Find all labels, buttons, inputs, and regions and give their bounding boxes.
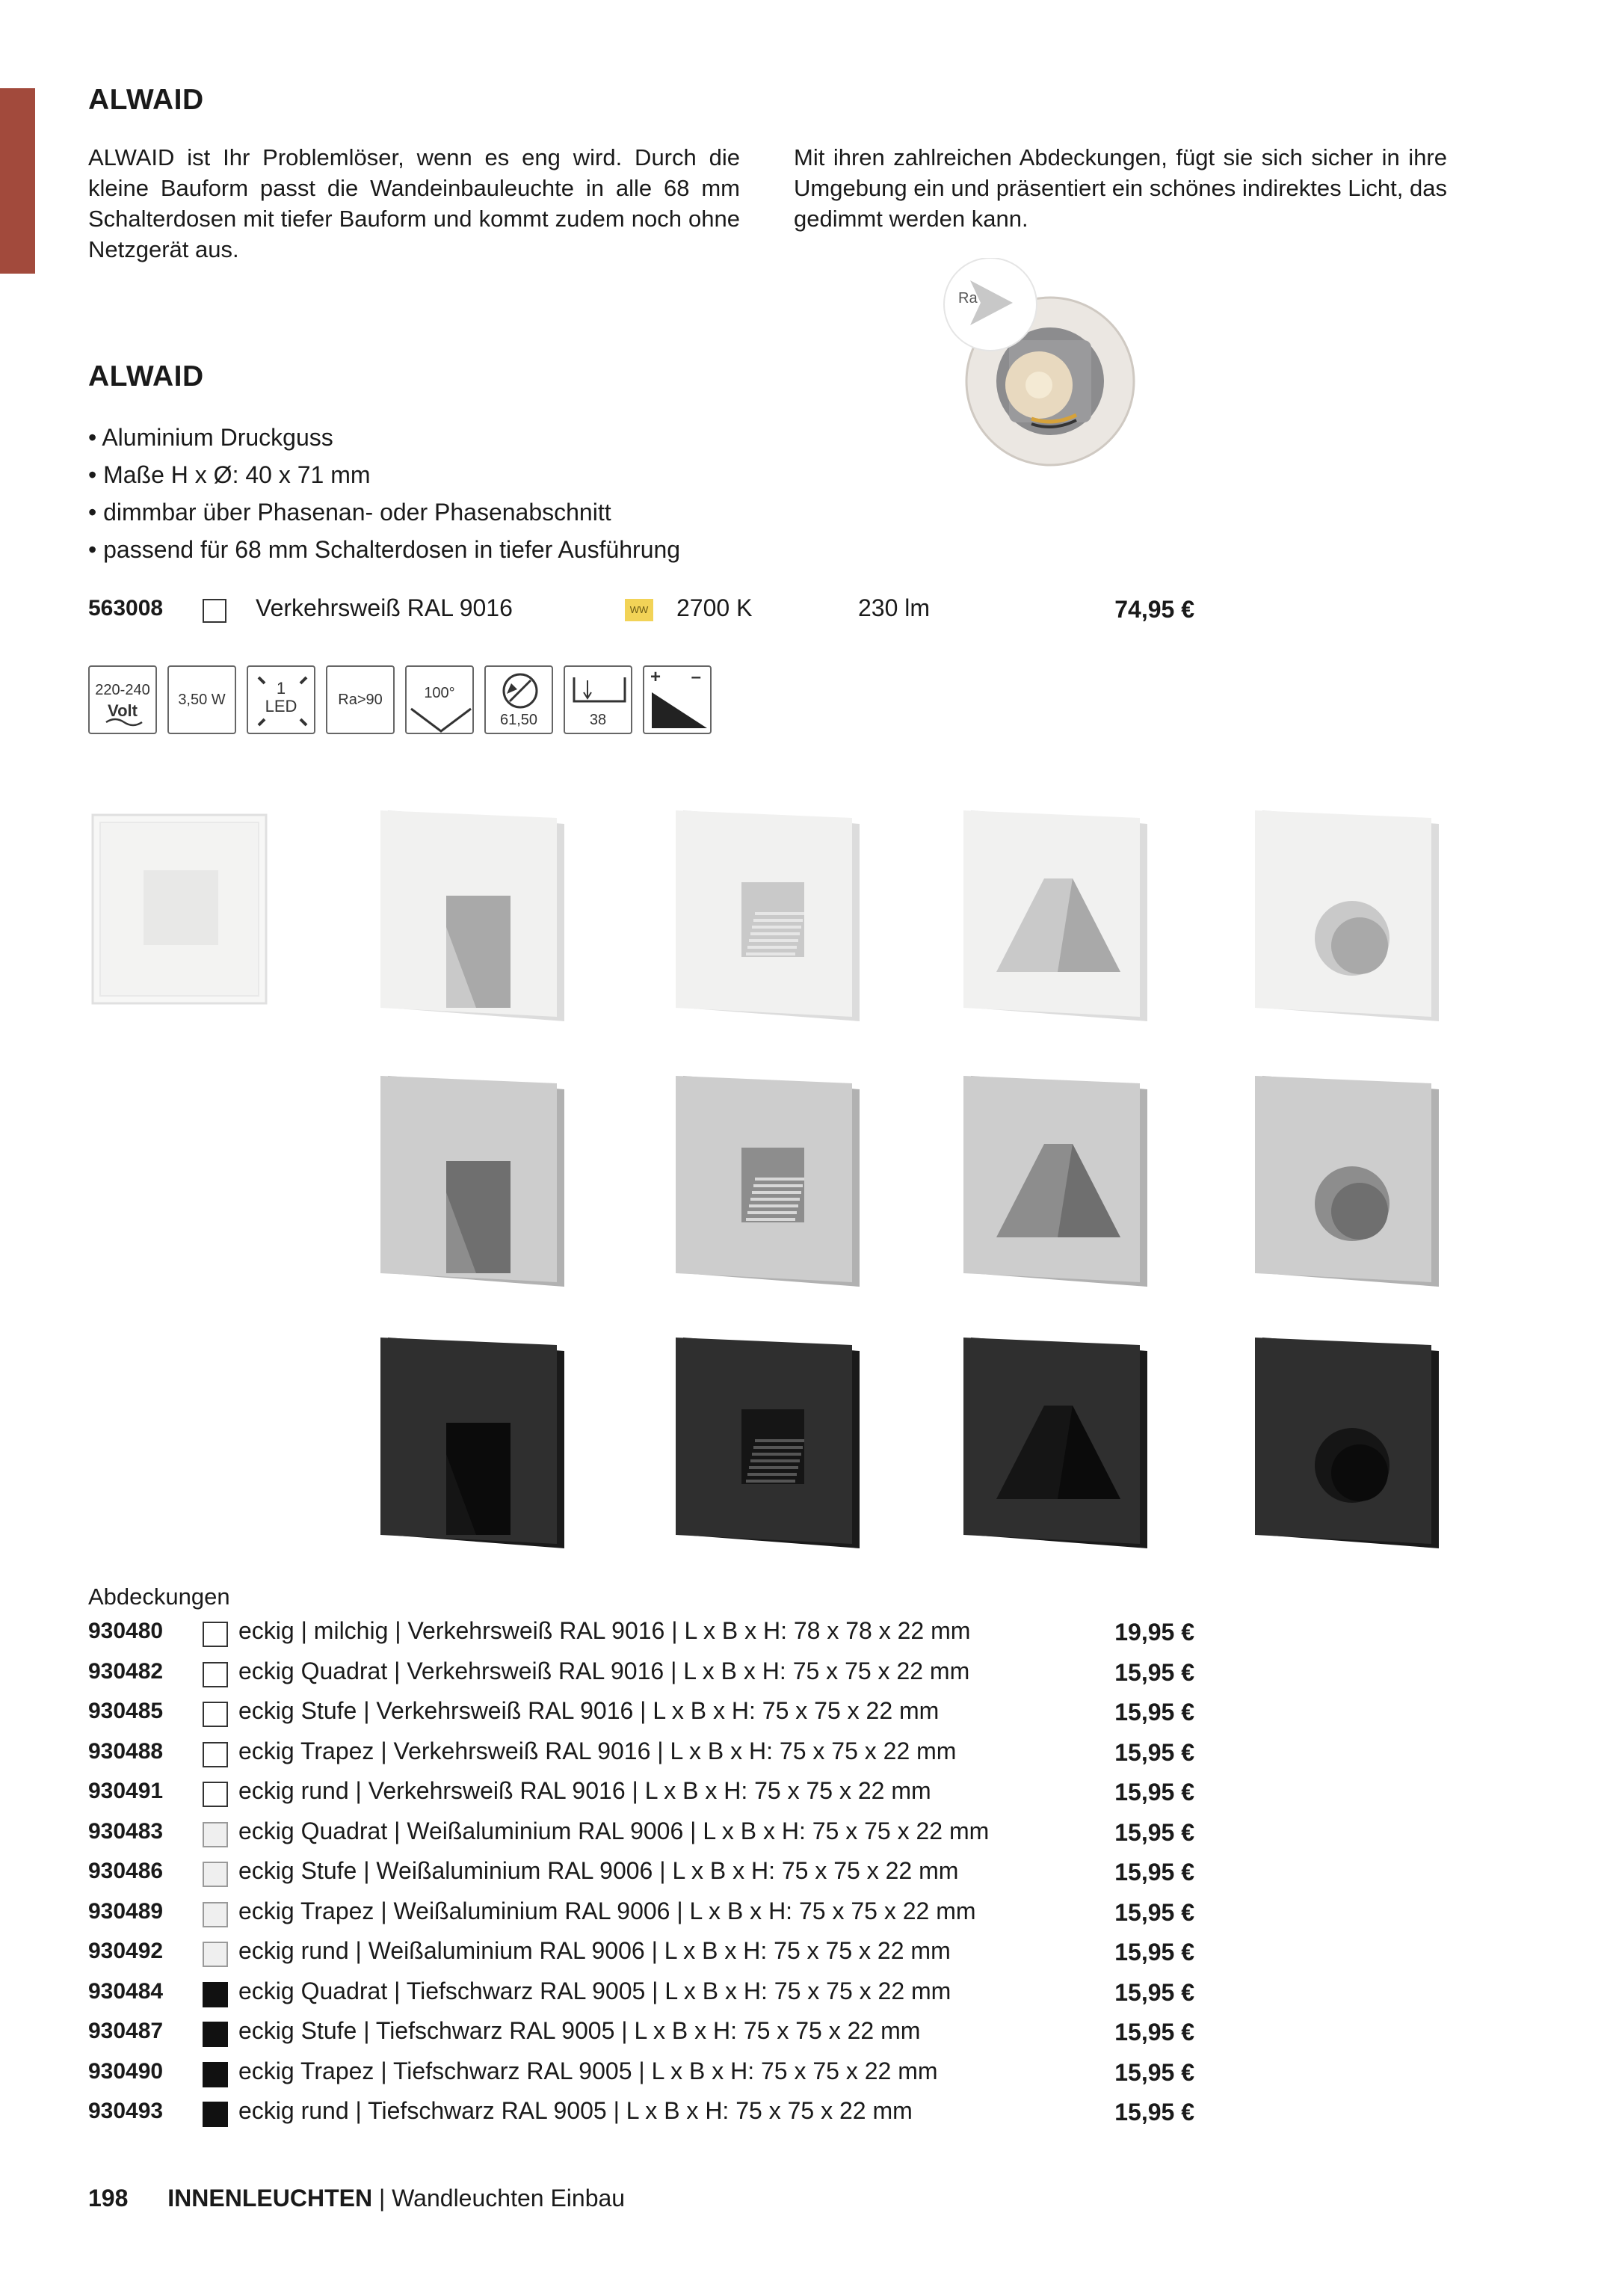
dim-plus: +: [650, 667, 661, 687]
beam-angle-icon: [405, 665, 474, 734]
accessory-price: 15,95 €: [1114, 1898, 1194, 1926]
power-icon: [167, 665, 236, 734]
color-rendering-value: Ra>90: [338, 692, 383, 708]
accessory-swatch: [203, 1742, 228, 1767]
section-accent-bar: [0, 88, 35, 274]
accessory-article: 930483: [88, 1818, 164, 1844]
warm-white-badge: WW: [625, 599, 653, 621]
accessory-description: eckig rund | Tiefschwarz RAL 9005 | L x B x H: 75 x 75 x 22 mm: [238, 2097, 913, 2124]
accessory-row: [88, 1898, 1209, 1932]
color-name: Verkehrsweiß RAL 9016: [256, 594, 513, 621]
accessory-description: eckig rund | Weißaluminium RAL 9006 | L x B x H: 75 x 75 x 22 mm: [238, 1937, 951, 1964]
accessory-description: eckig Trapez | Verkehrsweiß RAL 9016 | L x B x H: 75 x 75 x 22 mm: [238, 1737, 957, 1764]
cover-tile-silver-quadrat: [377, 1073, 564, 1290]
accessory-row: [88, 1857, 1209, 1892]
install-depth-value: 38: [589, 712, 607, 728]
accessory-price: 15,95 €: [1114, 1779, 1194, 1806]
accessory-swatch: [203, 2062, 228, 2087]
cover-tile-black-trapez: [960, 1335, 1147, 1551]
accessory-description: eckig Stufe | Tiefschwarz RAL 9005 | L x B x H: 75 x 75 x 22 mm: [238, 2017, 921, 2044]
feature-list: [88, 419, 680, 568]
accessory-swatch: [203, 2022, 228, 2047]
accessory-price: 15,95 €: [1114, 1859, 1194, 1886]
accessory-row: [88, 1777, 1209, 1812]
accessory-description: eckig rund | Verkehrsweiß RAL 9016 | L x B x H: 75 x 75 x 22 mm: [238, 1777, 931, 1804]
voltage-unit: Volt: [108, 701, 138, 720]
footer-section: INNENLEUCHTEN: [167, 2185, 373, 2212]
accessory-article: 930486: [88, 1859, 164, 1883]
accessory-row: [88, 1658, 1209, 1692]
accessory-swatch: [203, 2102, 228, 2127]
accessory-row: [88, 1818, 1209, 1852]
accessory-article: 930492: [88, 1939, 164, 1963]
accessory-row: [88, 1978, 1209, 2012]
accessory-article: 930491: [88, 1779, 164, 1803]
article-number: 563008: [88, 596, 164, 621]
accessory-article: 930488: [88, 1738, 164, 1764]
accessory-price: 15,95 €: [1114, 2099, 1194, 2126]
accessory-row: [88, 1697, 1209, 1732]
accessory-price: 15,95 €: [1114, 1738, 1194, 1766]
cover-tile-white-stufe: [673, 807, 860, 1024]
accessory-price: 15,95 €: [1114, 1939, 1194, 1966]
accessory-swatch: [203, 1662, 228, 1687]
accessory-article: 930489: [88, 1898, 164, 1924]
accessory-description: eckig Quadrat | Verkehrsweiß RAL 9016 | L x B x H: 75 x 75 x 22 mm: [238, 1657, 970, 1684]
intro-text-left: ALWAID ist Ihr Problemlöser, wenn es eng wird. Durch die kleine Bauform passt die Wandeinbauleuchte in alle 68 mm Schalterdosen mit tiefer Bauform und kommt zudem noch ohne Netzgerät aus.: [88, 144, 740, 262]
cover-tile-silver-rund: [1252, 1073, 1439, 1290]
accessory-article: 930480: [88, 1619, 164, 1643]
color-temperature: 2700 K: [676, 594, 753, 621]
accessory-article: 930484: [88, 1978, 164, 2004]
feature-item: • passend für 68 mm Schalterdosen in tiefer Ausführung: [88, 536, 681, 563]
cover-tile-silver-stufe: [673, 1073, 860, 1290]
luminous-flux: 230 lm: [858, 594, 931, 621]
dimmable-icon: [643, 665, 712, 734]
accessory-swatch: [203, 1942, 228, 1967]
cover-tile-white-quadrat: [377, 807, 564, 1024]
accessory-article: 930482: [88, 1658, 164, 1684]
cover-tile-black-stufe: [673, 1335, 860, 1551]
accessory-description: eckig Quadrat | Tiefschwarz RAL 9005 | L x B x H: 75 x 75 x 22 mm: [238, 1977, 951, 2004]
product-row: [88, 594, 1209, 629]
ra-badge-text: Ra: [958, 290, 978, 307]
led-count-icon: [247, 665, 315, 734]
accessory-row: [88, 2058, 1209, 2092]
product-photo: [919, 258, 1144, 482]
footer-subsection: | Wandleuchten Einbau: [378, 2185, 626, 2212]
install-depth-icon: [564, 665, 632, 734]
accessory-swatch: [203, 1702, 228, 1727]
section-title: ALWAID: [88, 84, 204, 116]
accessory-description: eckig Quadrat | Weißaluminium RAL 9006 | L x B x H: 75 x 75 x 22 mm: [238, 1817, 990, 1844]
accessory-row: [88, 1937, 1209, 1972]
accessory-description: eckig Stufe | Verkehrsweiß RAL 9016 | L x B x H: 75 x 75 x 22 mm: [238, 1697, 940, 1724]
feature-item: • dimmbar über Phasenan- oder Phasenabschnitt: [88, 499, 611, 526]
cutout-diameter-icon: [484, 665, 553, 734]
led-count-value: 1: [276, 679, 286, 698]
color-rendering-icon: [326, 665, 395, 734]
accessory-price: 19,95 €: [1114, 1619, 1194, 1646]
accessory-swatch: [203, 1782, 228, 1807]
cover-tile-black-quadrat: [377, 1335, 564, 1551]
color-swatch: [203, 599, 226, 623]
intro-text-right: Mit ihren zahlreichen Abdeckungen, fügt sie sich sicher in ihre Umgebung ein und präsentiert ein schönes indirektes Licht, das gedimmt werden kann.: [794, 144, 1447, 232]
voltage-icon: [88, 665, 157, 734]
accessory-price: 15,95 €: [1114, 1818, 1194, 1846]
beam-angle-value: 100°: [424, 685, 455, 701]
accessory-description: eckig Trapez | Tiefschwarz RAL 9005 | L x B x H: 75 x 75 x 22 mm: [238, 2057, 938, 2084]
accessory-price: 15,95 €: [1114, 2019, 1194, 2046]
cutout-diameter-value: 61,50: [499, 712, 538, 728]
accessory-swatch: [203, 1822, 228, 1847]
feature-item: • Maße H x Ø: 40 x 71 mm: [88, 461, 371, 488]
accessory-row: [88, 1738, 1209, 1772]
cover-tile-white-rund: [1252, 807, 1439, 1024]
feature-item: • Aluminium Druckguss: [88, 424, 333, 451]
accessory-article: 930487: [88, 2019, 164, 2043]
accessory-description: eckig | milchig | Verkehrsweiß RAL 9016 | L x B x H: 78 x 78 x 22 mm: [238, 1617, 971, 1644]
accessory-row: [88, 2017, 1209, 2052]
cover-tile-white-milchig: [90, 807, 277, 1024]
accessory-description: eckig Trapez | Weißaluminium RAL 9006 | L x B x H: 75 x 75 x 22 mm: [238, 1897, 976, 1924]
product-title: ALWAID: [88, 360, 204, 393]
cover-tile-white-trapez: [960, 807, 1147, 1024]
accessory-price: 15,95 €: [1114, 2058, 1194, 2086]
accessory-swatch: [203, 1862, 228, 1887]
accessory-article: 930490: [88, 2058, 164, 2084]
page-footer: [88, 2185, 625, 2212]
accessory-article: 930493: [88, 2099, 164, 2123]
accessory-row: [88, 1617, 1209, 1652]
accessory-price: 15,95 €: [1114, 1658, 1194, 1686]
accessory-swatch: [203, 1622, 228, 1647]
accessories-label: Abdeckungen: [88, 1583, 230, 1610]
page-number: 198: [88, 2185, 129, 2212]
led-label: LED: [265, 697, 297, 715]
accessory-swatch: [203, 1982, 228, 2007]
cover-tile-silver-trapez: [960, 1073, 1147, 1290]
accessory-swatch: [203, 1902, 228, 1927]
accessory-price: 15,95 €: [1114, 1978, 1194, 2006]
accessory-description: eckig Stufe | Weißaluminium RAL 9006 | L x B x H: 75 x 75 x 22 mm: [238, 1857, 959, 1884]
accessory-article: 930485: [88, 1699, 164, 1723]
product-price: 74,95 €: [1114, 596, 1194, 623]
power-value: 3,50 W: [178, 692, 226, 708]
voltage-value: 220-240: [95, 682, 150, 698]
cover-tile-black-rund: [1252, 1335, 1439, 1551]
accessory-price: 15,95 €: [1114, 1699, 1194, 1726]
accessory-row: [88, 2097, 1209, 2132]
dim-minus: –: [691, 667, 701, 687]
